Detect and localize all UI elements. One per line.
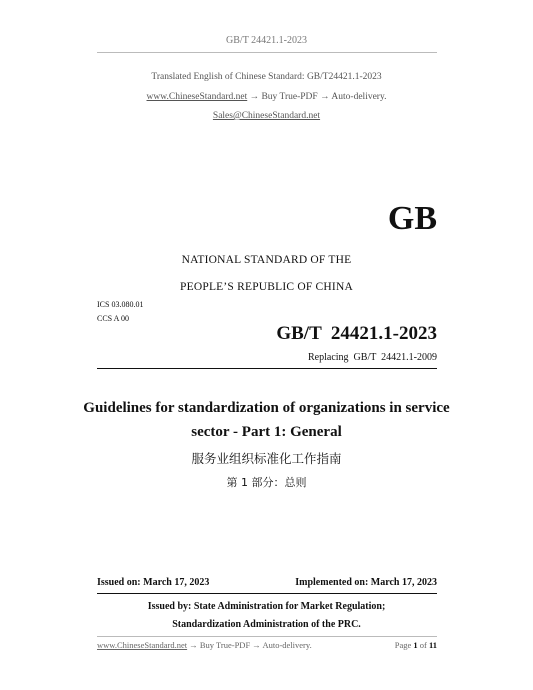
footer-purchase-line: [97, 640, 312, 650]
footer-purchase-note: → Buy True-PDF → Auto-delivery.: [187, 640, 312, 650]
gb-logo: GB: [387, 200, 437, 237]
issued-by-line2: Standardization Administration of the PRC.: [172, 619, 361, 630]
ccs-code: CCS A 00: [97, 314, 130, 323]
page-current: 1: [413, 640, 418, 650]
issued-on-date: Issued on: March 17, 2023: [97, 577, 210, 588]
chinese-subtitle: 第 1 部分：总则: [226, 476, 307, 489]
purchase-note: → Buy True-PDF → Auto-delivery.: [247, 92, 387, 102]
page-total: 11: [428, 640, 437, 650]
purchase-line: [0, 92, 533, 102]
translation-notice: Translated English of Chinese Standard: GB/T24421.1-2023: [151, 72, 382, 82]
replacing-note: Replacing GB/T 24421.1-2009: [308, 352, 437, 363]
national-standard-line2: PEOPLE’S REPUBLIC OF CHINA: [180, 281, 353, 293]
website-link[interactable]: www.ChineseStandard.net: [146, 92, 248, 102]
standard-number: GB/T 24421.1-2023: [276, 323, 437, 344]
document-title-line1: Guidelines for standardization of organizations in service: [83, 400, 450, 416]
page-indicator: [395, 640, 437, 650]
national-standard-line1: NATIONAL STANDARD OF THE: [181, 254, 352, 266]
ics-code: ICS 03.080.01: [97, 300, 144, 309]
issued-by-line1: Issued by: State Administration for Market Regulation;: [147, 601, 386, 612]
issuer-divider: [97, 593, 437, 594]
footer-website-link[interactable]: www.ChineseStandard.net: [97, 640, 188, 650]
sales-email-link[interactable]: Sales@ChineseStandard.net: [212, 111, 321, 121]
running-header-doc-id: GB/T 24421.1-2023: [226, 35, 307, 46]
header-divider: [97, 52, 437, 53]
footer-divider: [97, 636, 437, 637]
implemented-on-date: Implemented on: March 17, 2023: [295, 577, 437, 588]
page-of: of: [419, 640, 427, 650]
chinese-title: 服务业组织标准化工作指南: [191, 451, 342, 466]
document-title-line2: sector - Part 1: General: [191, 424, 342, 440]
page-label: Page: [394, 640, 412, 650]
title-divider: [97, 368, 437, 369]
